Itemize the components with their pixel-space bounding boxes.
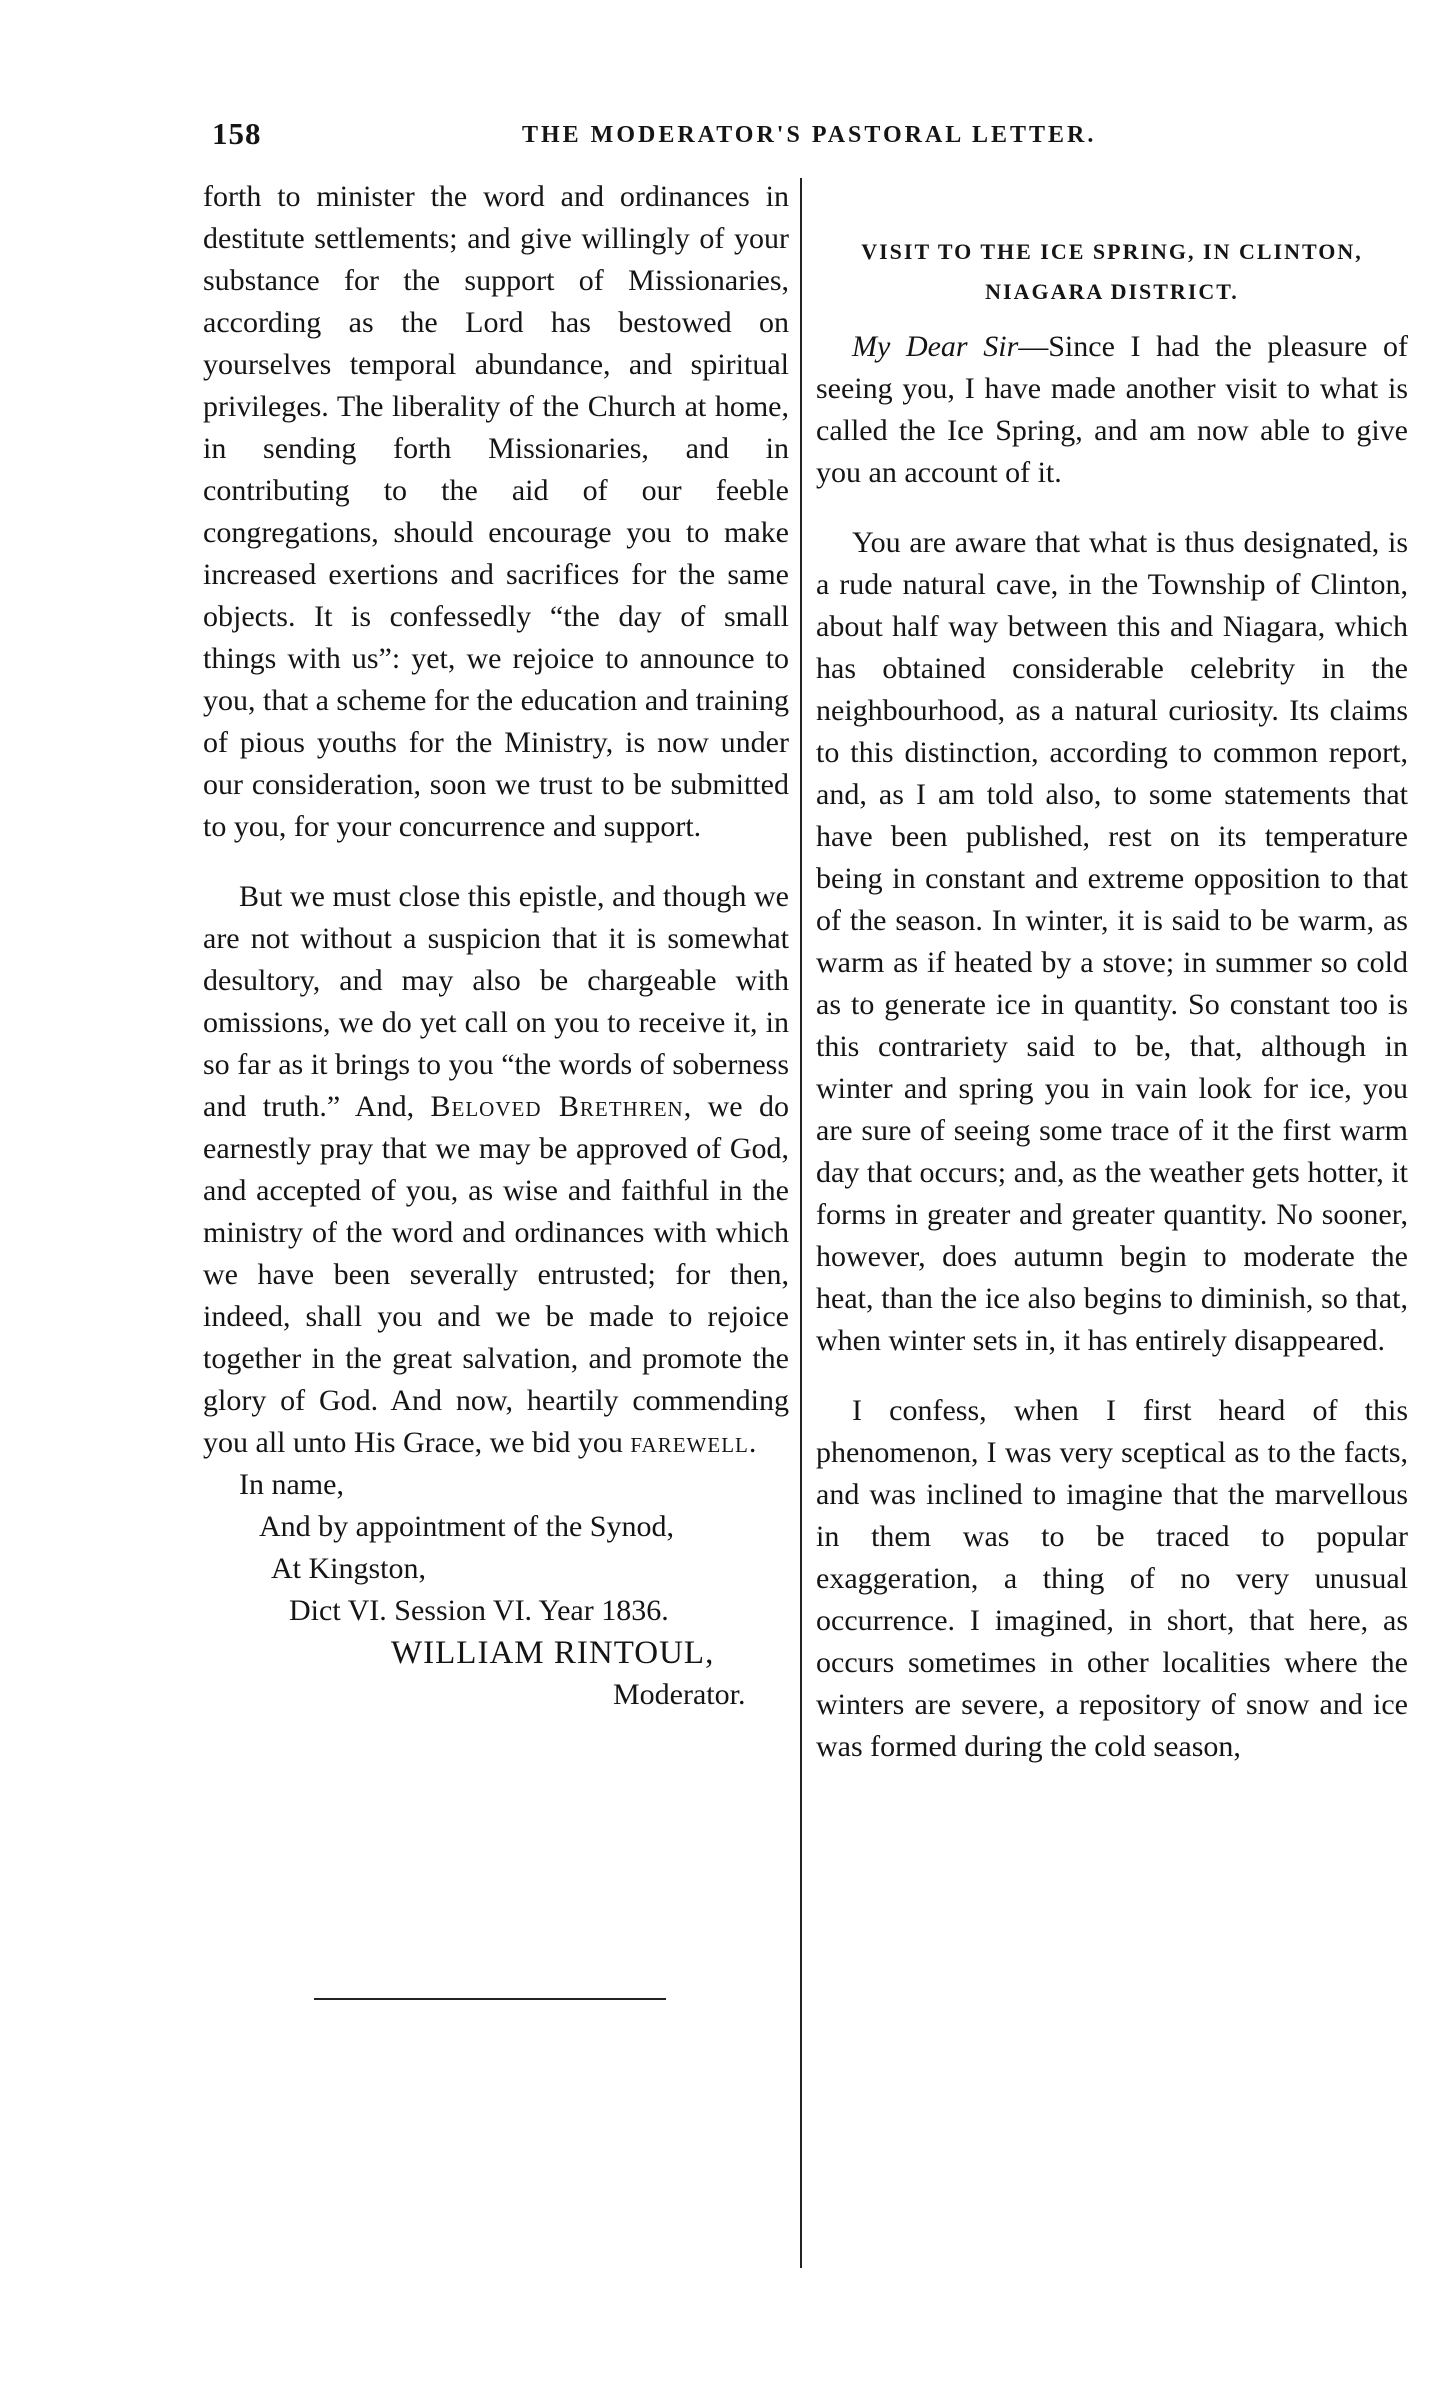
- column-divider: [800, 178, 802, 2268]
- left-paragraph-1: forth to minister the word and ordinances in destitute settlements; and give willingly of your substance for the support of Missionaries, according as the Lord has bestowed on yourselves temporal abundance, and spiritual privileges. The liberality of the Church at home, in sending forth Missionaries, and in contributing to the aid of our feeble congregations, should encourage you to make increased exertions and sacrifices for the same objects. It is confessedly “the day of small things with us”: yet, we rejoice to announce to you, that a scheme for the education and training of pious youths for the Ministry, is now under our consideration, soon we trust to be submitted to you, for your concurrence and support.: [203, 180, 789, 843]
- salutation: My Dear Sir: [852, 330, 1019, 363]
- signature-session-date: Dict VI. Session VI. Year 1836.: [289, 1594, 669, 1627]
- right-paragraph-2: You are aware that what is thus designated, is a rude natural cave, in the Township of Clinton, about half way between this and Niagara, which has obtained considerable celebrity in the neighbourhood, as a natural curiosity. Its claims to this distinction, according to common report, and, as I am told also, to some statements that have been published, rest on its temperature being in constant and extreme opposition to that of the season. In winter, it is said to be warm, as warm as if heated by a stove; in summer so cold as to generate ice in quantity. So constant too is this contrariety said to be, that, although in winter and spring you in vain look for ice, you are sure of seeing some trace of it the first warm day that occurs; and, as the weather gets hotter, it forms in greater and greater quantity. No sooner, however, does autumn begin to moderate the heat, than the ice also begins to diminish, so that, when winter sets in, it has entirely disappeared.: [816, 526, 1408, 1357]
- left-paragraph-2-part-b: , we do earnestly pray that we may be approved of God, and accepted of you, as wise and faithful in the ministry of the word and ordinances with which we have been severally entrusted; for then, indeed, shall you and we be made to rejoice together in the great salvation, and promote the glory of God. And now, heartily commending you all unto His Grace, we bid you: [203, 1090, 790, 1459]
- right-paragraph-1: [816, 326, 1408, 494]
- left-column: [203, 176, 789, 1716]
- signature-kingston: At Kingston,: [271, 1552, 427, 1585]
- farewell-word: farewell.: [630, 1426, 758, 1459]
- signature-block: [203, 1464, 789, 1716]
- signatory-name: WILLIAM RINTOUL,: [391, 1635, 715, 1671]
- signatory-title: Moderator.: [613, 1678, 746, 1711]
- running-title: THE MODERATOR'S PASTORAL LETTER.: [522, 122, 1097, 148]
- signature-in-name: In name,: [239, 1468, 344, 1501]
- right-column: [816, 232, 1408, 1768]
- signature-synod: And by appointment of the Synod,: [259, 1510, 674, 1543]
- right-paragraph-3: I confess, when I first heard of this phenomenon, I was very sceptical as to the facts, and was inclined to imagine that the marvellous in them was to be traced to popular exaggeration, a thing of no very unusual occurrence. I imagined, in short, that here, as occurs sometimes in other localities where the winters are severe, a repository of snow and ice was formed during the cold season,: [816, 1394, 1408, 1763]
- article-title: [816, 232, 1408, 312]
- end-rule: [314, 1998, 666, 2000]
- left-paragraph-2-part-a: But we must close this epistle, and though we are not without a suspicion that it is somewhat desultory, and may also be chargeable with omissions, we do yet call on you to receive it, in so far as it brings to you “the words of soberness and truth.” And,: [203, 880, 789, 1123]
- article-title-line-1: VISIT TO THE ICE SPRING, IN CLINTON,: [861, 239, 1363, 264]
- article-title-line-2: NIAGARA DISTRICT.: [985, 279, 1239, 304]
- beloved-brethren-address: Beloved Brethren: [430, 1090, 684, 1123]
- right-paragraph-1-text: —Since I had the pleasure of seeing you, I have made another visit to what is called the Ice Spring, and am now able to give you an account of it.: [816, 330, 1408, 489]
- page-number: 158: [212, 116, 262, 151]
- left-paragraph-2: [203, 876, 789, 1464]
